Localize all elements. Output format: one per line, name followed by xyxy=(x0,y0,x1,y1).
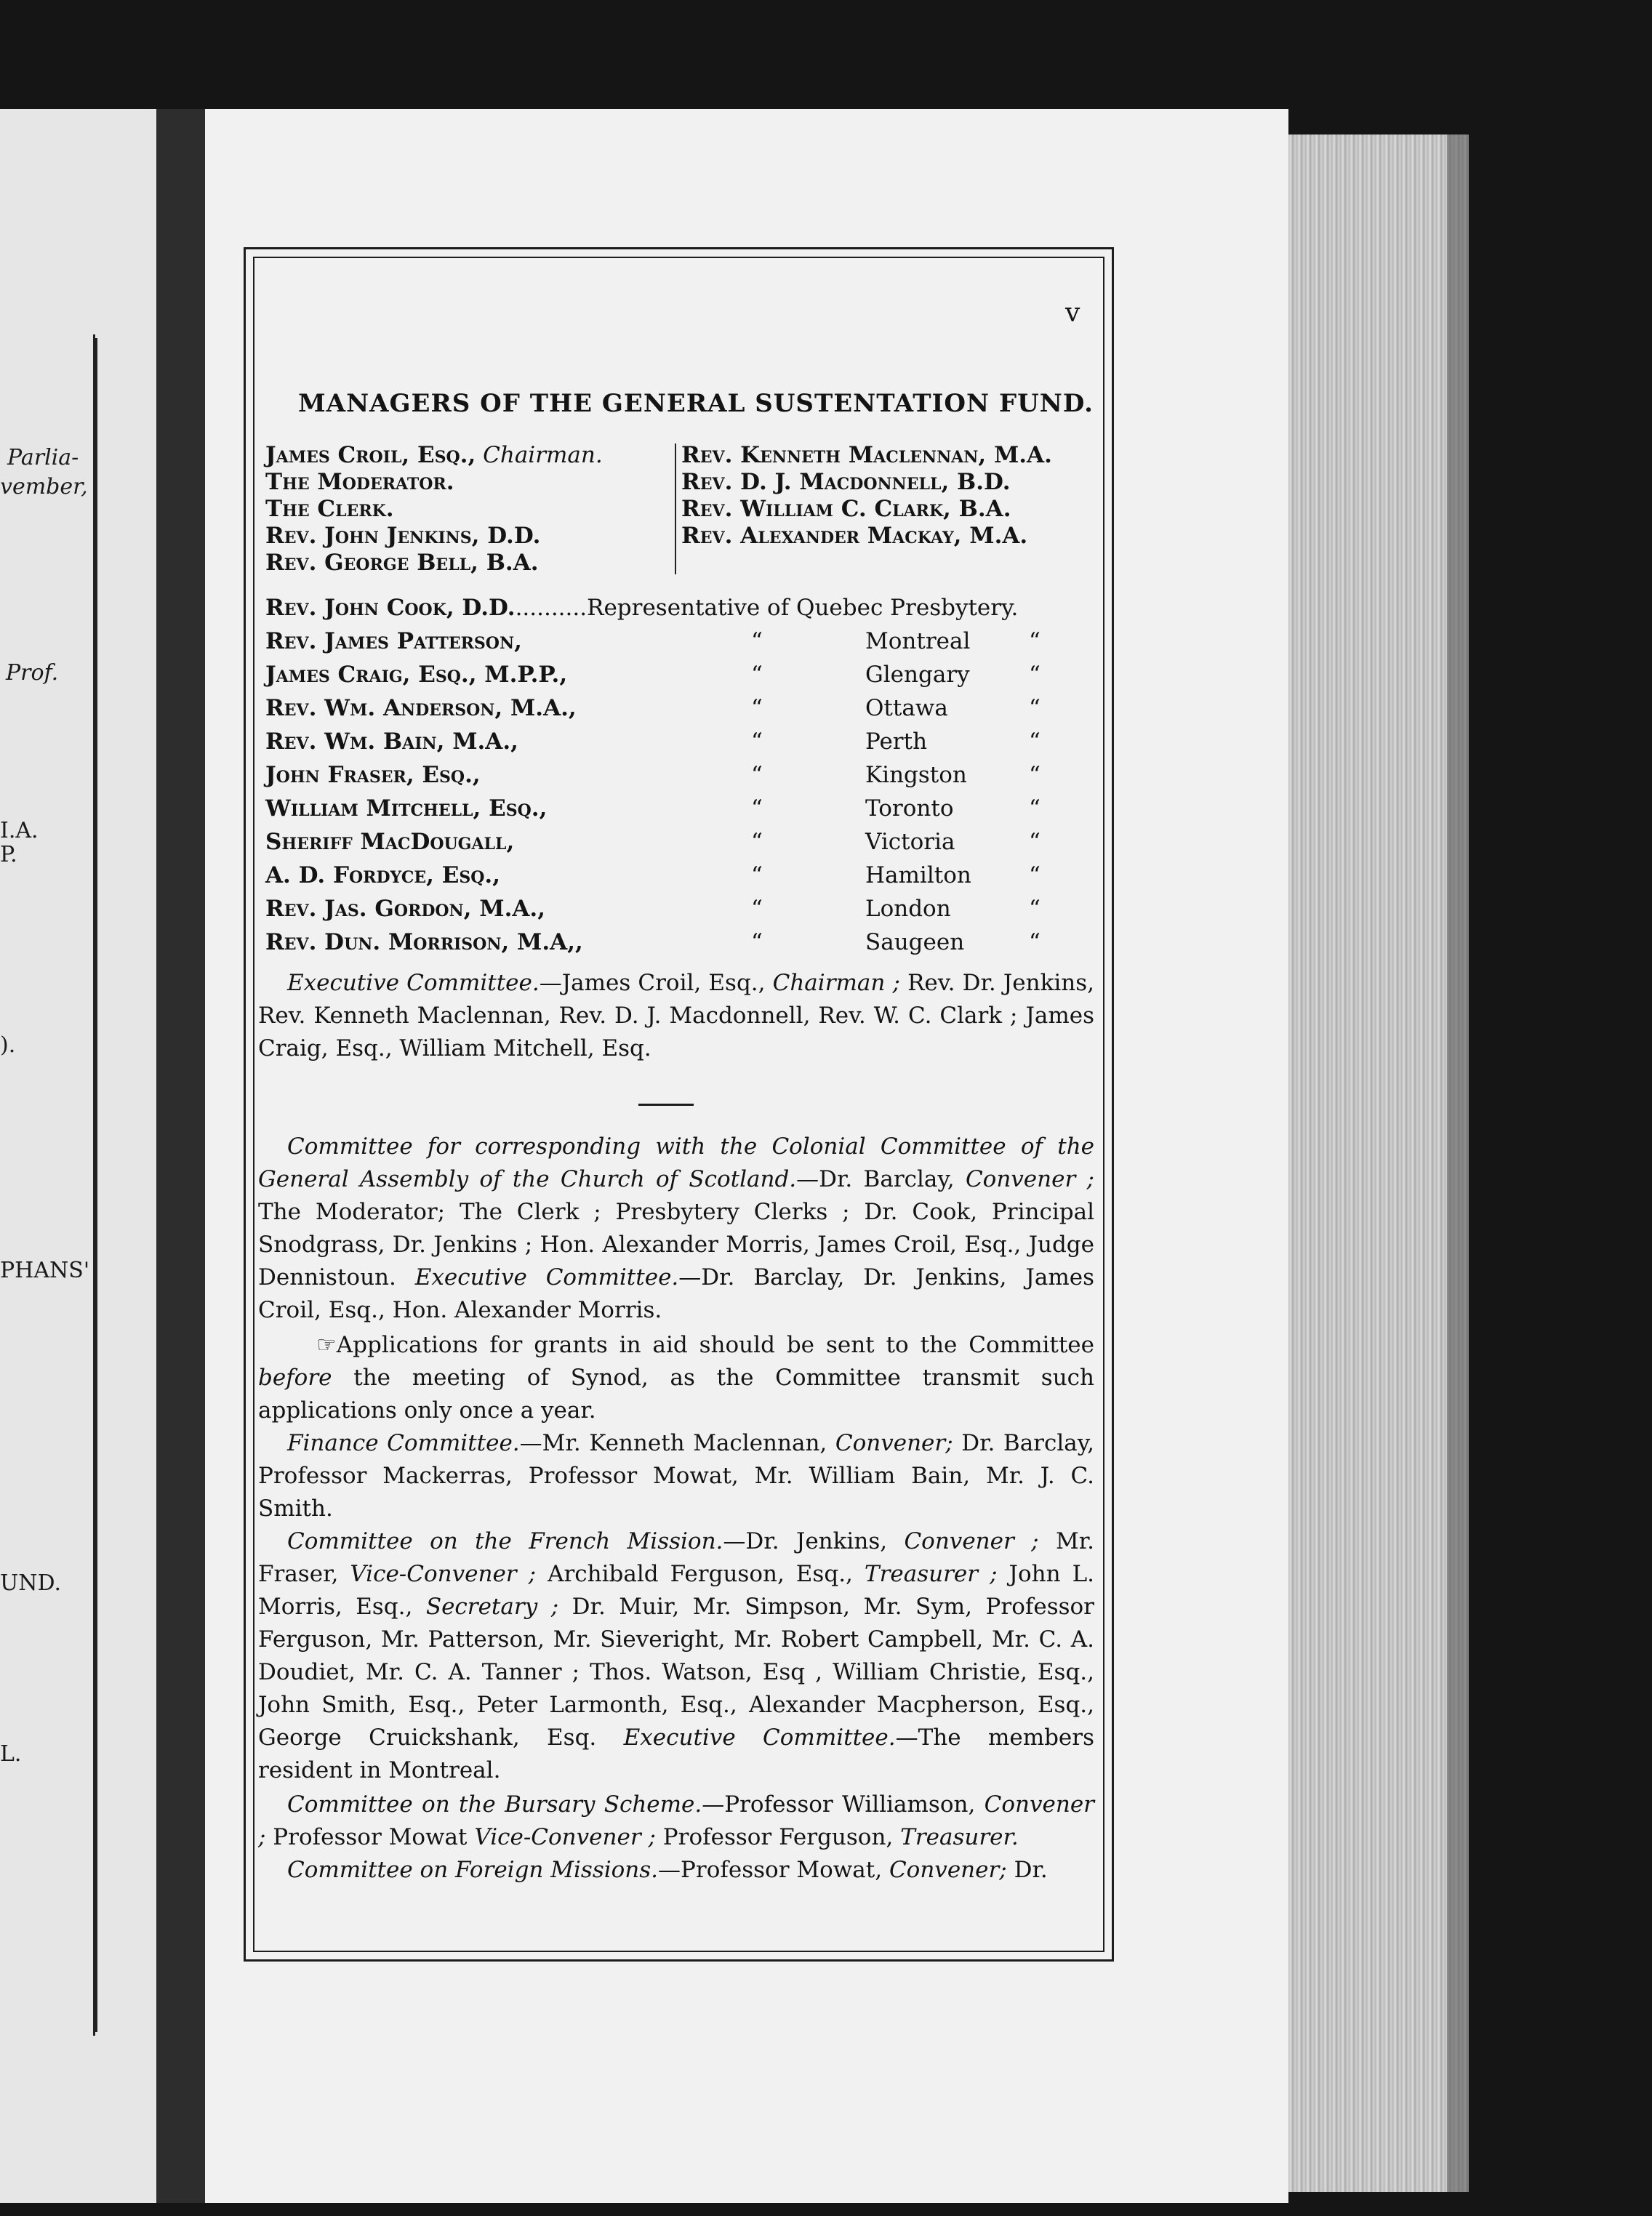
section-divider xyxy=(638,1104,694,1106)
rep-name: Rev. Wm. Bain, M.A., xyxy=(265,728,518,755)
ditto-mark: “ xyxy=(751,795,763,822)
rep-place: Saugeen xyxy=(865,929,965,955)
foreign-missions-paragraph: Committee on Foreign Missions.—Professor Mowat, Convener; Dr. xyxy=(287,1857,1048,1883)
ditto-mark: “ xyxy=(751,728,763,755)
left-fragment: Parlia- xyxy=(7,445,79,470)
ditto-mark: “ xyxy=(1029,795,1040,822)
page-title: MANAGERS OF THE GENERAL SUSTENTATION FUND. xyxy=(298,389,1094,418)
rep-name: James Craig, Esq., M.P.P., xyxy=(265,662,568,688)
representative-row xyxy=(265,662,1102,695)
ditto-mark: “ xyxy=(751,662,763,688)
rep-header-text: Representative of Quebec Presbytery. xyxy=(587,595,1019,621)
representative-row xyxy=(265,695,1102,728)
pointing-hand-icon: ☞ xyxy=(316,1332,337,1358)
rep-name: John Fraser, Esq., xyxy=(265,762,481,788)
executive-committee-paragraph: Executive Committee.—James Croil, Esq., Chairman ; Rev. Dr. Jenkins, Rev. Kenneth Maclennan, Rev. D. J. Macdonnell, Rev. W. C. Clark ; James Craig, Esq., William Mitchell, Esq. xyxy=(258,970,1094,1061)
page-edges-shadow xyxy=(1447,135,1469,2192)
ditto-mark: “ xyxy=(1029,862,1040,888)
page-content xyxy=(258,276,1105,1948)
rep-name: Rev. Jas. Gordon, M.A., xyxy=(265,896,545,922)
rep-name: Rev. John Cook, D.D. xyxy=(265,595,516,621)
rep-name: Sheriff MacDougall, xyxy=(265,829,515,855)
representative-row xyxy=(265,728,1102,762)
representatives-table xyxy=(265,595,1102,963)
finance-committee-paragraph: Finance Committee.—Mr. Kenneth Maclennan, Convener; Dr. Barclay, Professor Mackerras, Professor Mowat, Mr. William Bain, Mr. J. C. Smith. xyxy=(258,1430,1094,1522)
manager-entry: Rev. D. J. Macdonnell, B.D. xyxy=(681,469,1011,495)
rep-place: Victoria xyxy=(865,829,955,855)
bursary-scheme-paragraph: Committee on the Bursary Scheme.—Professor Williamson, Convener ; Professor Mowat Vice-Convener ; Professor Ferguson, Treasurer. xyxy=(258,1791,1094,1850)
rep-place: Hamilton xyxy=(865,862,971,888)
rep-place: Perth xyxy=(865,728,928,755)
rep-place: Montreal xyxy=(865,628,971,654)
representative-row xyxy=(265,795,1102,829)
representative-row xyxy=(265,896,1102,929)
ditto-mark: “ xyxy=(751,762,763,788)
representative-row xyxy=(265,929,1102,963)
ditto-mark: “ xyxy=(1029,896,1040,922)
rep-place: Toronto xyxy=(865,795,954,822)
manager-entry: The Moderator. xyxy=(265,469,454,495)
rep-place: Ottawa xyxy=(865,695,948,721)
manager-entry: The Clerk. xyxy=(265,496,394,522)
ditto-mark: “ xyxy=(1029,929,1040,955)
left-fragment: P. xyxy=(0,842,17,867)
manager-entry: Rev. John Jenkins, D.D. xyxy=(265,523,541,549)
managers-left-column xyxy=(265,442,603,577)
left-fragment: UND. xyxy=(0,1570,62,1596)
managers-right-column xyxy=(681,442,1052,550)
page-edges xyxy=(1280,135,1469,2192)
representative-row xyxy=(265,862,1102,896)
manager-entry: James Croil, Esq., Chairman. xyxy=(265,442,603,468)
book-gutter xyxy=(156,109,207,2203)
rep-name: A. D. Fordyce, Esq., xyxy=(265,862,500,888)
left-fragment: I.A. xyxy=(0,818,39,843)
rep-place: London xyxy=(865,896,951,922)
ditto-mark: “ xyxy=(751,862,763,888)
column-divider xyxy=(675,443,676,574)
ditto-mark: “ xyxy=(1029,829,1040,855)
french-mission-paragraph: Committee on the French Mission.—Dr. Jenkins, Convener ; Mr. Fraser, Vice-Convener ; Archibald Ferguson, Esq., Treasurer ; John L. Morris, Esq., Secretary ; Dr. Muir, Mr. Simpson, Mr. Sym, Professor Ferguson, Mr. Patterson, Mr. Sieveright, Mr. Robert Campbell, Mr. C. A. Doudiet, Mr. C. A. Tanner ; Thos. Watson, Esq , William Christie, Esq., John Smith, Esq., Peter Larmonth, Esq., Alexander Macpherson, Esq., George Cruickshank, Esq. Executive Committee.—The members resident in Montreal. xyxy=(258,1528,1095,1783)
representative-row xyxy=(265,628,1102,662)
manager-entry: Rev. George Bell, B.A. xyxy=(265,550,539,576)
left-fragment: L. xyxy=(0,1741,22,1767)
ditto-mark: “ xyxy=(1029,762,1040,788)
ditto-mark: “ xyxy=(751,829,763,855)
left-fragment: ). xyxy=(0,1032,16,1058)
rep-name: Rev. James Patterson, xyxy=(265,628,522,654)
left-fragment: Prof. xyxy=(6,660,59,686)
ditto-mark: “ xyxy=(751,695,763,721)
ditto-mark: “ xyxy=(1029,662,1040,688)
dot-leader: .......... xyxy=(515,595,588,621)
ditto-mark: “ xyxy=(1029,628,1040,654)
colonial-committee-paragraph: Committee for corresponding with the Colonial Committee of the General Assembly of the Church of Scotland.—Dr. Barclay, Convener ; The Moderator; The Clerk ; Presbytery Clerks ; Dr. Cook, Principal Snodgrass, Dr. Jenkins ; Hon. Alexander Morris, James Croil, Esq., Judge Dennistoun. Executive Committee.—Dr. Barclay, Dr. Jenkins, James Croil, Esq., Hon. Alexander Morris. xyxy=(258,1133,1094,1323)
left-page-edge xyxy=(0,109,161,2203)
applications-note-paragraph: ☞Applications for grants in aid should be sent to the Committee before the meeting of Synod, as the Committee transmit such applications only once a year. xyxy=(258,1329,1094,1427)
representative-row xyxy=(265,829,1102,862)
ditto-mark: “ xyxy=(751,628,763,654)
representative-row xyxy=(265,762,1102,795)
manager-entry: Rev. Alexander Mackay, M.A. xyxy=(681,523,1028,549)
ditto-mark: “ xyxy=(1029,728,1040,755)
representative-header-row xyxy=(265,595,1102,628)
ditto-mark: “ xyxy=(1029,695,1040,721)
ditto-mark: “ xyxy=(751,896,763,922)
page-number: v xyxy=(1065,298,1080,328)
rep-place: Glengary xyxy=(865,662,970,688)
rep-place: Kingston xyxy=(865,762,967,788)
left-fragment: PHANS' xyxy=(0,1258,90,1283)
rep-name: Rev. Wm. Anderson, M.A., xyxy=(265,695,577,721)
ditto-mark: “ xyxy=(751,929,763,955)
rep-name: Rev. Dun. Morrison, M.A,, xyxy=(265,929,583,955)
manager-entry: Rev. Kenneth Maclennan, M.A. xyxy=(681,442,1052,468)
rep-name: William Mitchell, Esq., xyxy=(265,795,548,822)
left-page-frame xyxy=(0,334,95,2036)
left-fragment: vember, xyxy=(0,474,88,499)
manager-entry: Rev. William C. Clark, B.A. xyxy=(681,496,1011,522)
